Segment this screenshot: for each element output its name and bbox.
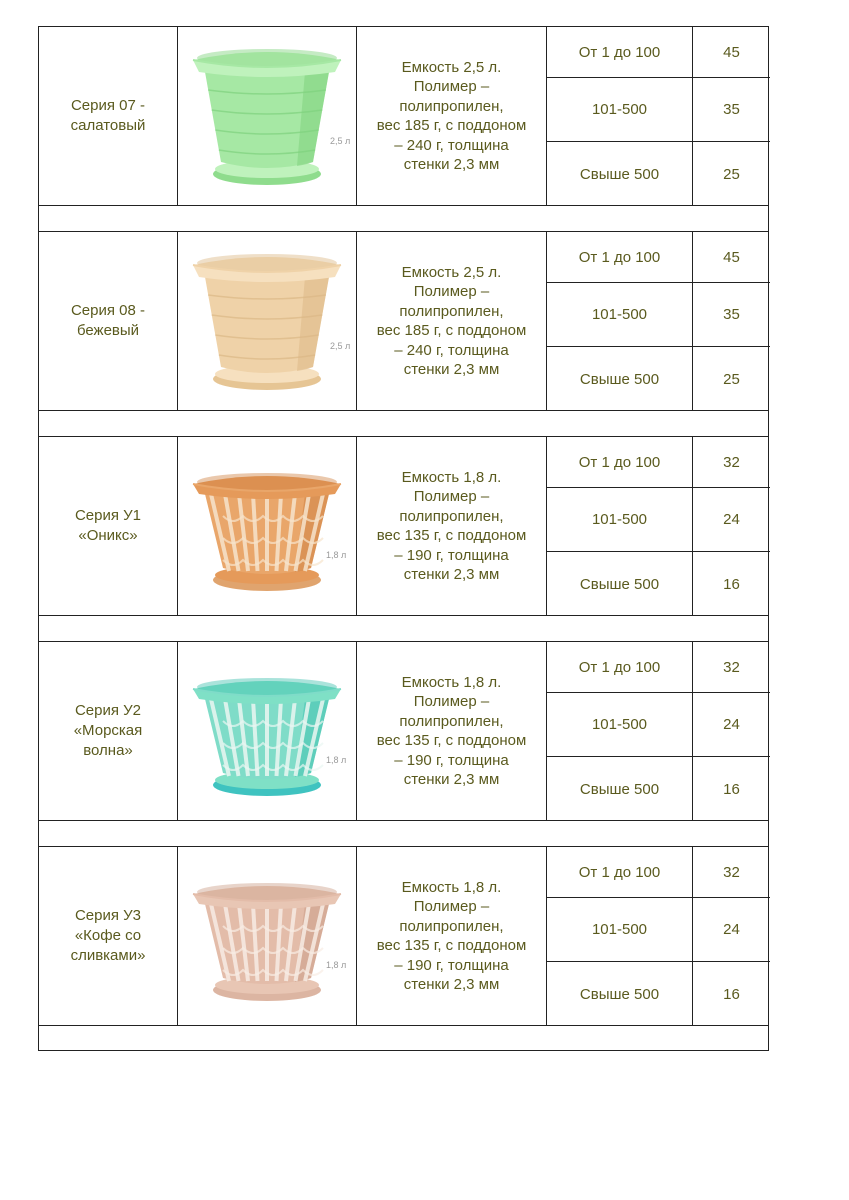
price-tier: [547, 898, 770, 962]
series-name: Серия У1 «Оникс»: [39, 437, 178, 615]
row-spacer: [38, 205, 769, 231]
product-row: [38, 26, 769, 205]
series-name: Серия 07 - салатовый: [39, 27, 178, 205]
row-spacer: [38, 1025, 769, 1051]
product-image-cell: [178, 437, 357, 615]
unit-price: 35: [723, 306, 740, 323]
quantity-range: Свыше 500: [547, 757, 693, 821]
unit-price: 16: [723, 780, 740, 798]
quantity-range: 101-500: [547, 283, 693, 346]
volume-label: 2,5 л: [330, 341, 351, 351]
unit-price: 25: [723, 165, 740, 183]
unit-price: 32: [723, 863, 740, 881]
volume-label: 1,8 л: [326, 550, 347, 560]
price-tiers: [547, 27, 770, 205]
series-name: Серия 08 - бежевый: [39, 232, 178, 410]
price-tiers: [547, 642, 770, 820]
quantity-range: Свыше 500: [547, 552, 693, 616]
unit-price: 45: [723, 43, 740, 61]
quantity-range: 101-500: [547, 488, 693, 551]
volume-label: 1,8 л: [326, 755, 347, 765]
unit-price: 25: [723, 370, 740, 388]
row-spacer: [38, 615, 769, 641]
price-tier: [547, 488, 770, 552]
row-spacer: [38, 820, 769, 846]
price-tier: [547, 232, 770, 283]
quantity-range: Свыше 500: [547, 347, 693, 411]
quantity-range: 101-500: [547, 78, 693, 141]
row-spacer: [38, 410, 769, 436]
product-row: [38, 846, 769, 1025]
price-table: [38, 26, 769, 1051]
unit-price: 45: [723, 248, 740, 266]
unit-price: 32: [723, 658, 740, 676]
price-tier: [547, 642, 770, 693]
unit-price: 16: [723, 575, 740, 593]
product-description: Емкость 2,5 л. Полимер – полипропилен, вес 185 г, с поддоном – 240 г, толщина стенки 2,3 мм: [357, 232, 547, 410]
quantity-range: От 1 до 100: [547, 27, 693, 77]
quantity-range: 101-500: [547, 693, 693, 756]
product-image-cell: [178, 642, 357, 820]
quantity-range: От 1 до 100: [547, 437, 693, 487]
flower-pot-image: [187, 36, 351, 196]
price-tier: [547, 693, 770, 757]
product-row: [38, 641, 769, 820]
price-tier: [547, 78, 770, 142]
quantity-range: От 1 до 100: [547, 847, 693, 897]
quantity-range: От 1 до 100: [547, 642, 693, 692]
product-image-cell: [178, 232, 357, 410]
price-tiers: [547, 232, 770, 410]
quantity-range: 101-500: [547, 898, 693, 961]
flower-pot-image: [187, 651, 347, 811]
volume-label: 2,5 л: [330, 136, 351, 146]
quantity-range: От 1 до 100: [547, 232, 693, 282]
product-row: [38, 231, 769, 410]
product-description: Емкость 1,8 л. Полимер – полипропилен, вес 135 г, с поддоном – 190 г, толщина стенки 2,3 мм: [357, 847, 547, 1025]
price-tier: [547, 142, 770, 206]
series-name: Серия У3 «Кофе со сливками»: [39, 847, 178, 1025]
price-tier: [547, 437, 770, 488]
series-name: Серия У2 «Морская волна»: [39, 642, 178, 820]
product-description: Емкость 1,8 л. Полимер – полипропилен, вес 135 г, с поддоном – 190 г, толщина стенки 2,3 мм: [357, 437, 547, 615]
unit-price: 24: [723, 716, 740, 733]
unit-price: 35: [723, 101, 740, 118]
unit-price: 16: [723, 985, 740, 1003]
flower-pot-image: [187, 446, 347, 606]
product-image-cell: [178, 27, 357, 205]
price-tiers: [547, 847, 770, 1025]
price-tier: [547, 27, 770, 78]
product-row: [38, 436, 769, 615]
volume-label: 1,8 л: [326, 960, 347, 970]
unit-price: 24: [723, 511, 740, 528]
product-description: Емкость 1,8 л. Полимер – полипропилен, вес 135 г, с поддоном – 190 г, толщина стенки 2,3 мм: [357, 642, 547, 820]
price-tier: [547, 552, 770, 616]
product-image-cell: [178, 847, 357, 1025]
flower-pot-image: [187, 856, 347, 1016]
price-tier: [547, 757, 770, 821]
quantity-range: Свыше 500: [547, 962, 693, 1026]
price-tier: [547, 347, 770, 411]
price-tier: [547, 283, 770, 347]
quantity-range: Свыше 500: [547, 142, 693, 206]
product-description: Емкость 2,5 л. Полимер – полипропилен, вес 185 г, с поддоном – 240 г, толщина стенки 2,3 мм: [357, 27, 547, 205]
price-tier: [547, 847, 770, 898]
price-tier: [547, 962, 770, 1026]
unit-price: 24: [723, 921, 740, 938]
flower-pot-image: [187, 241, 351, 401]
price-tiers: [547, 437, 770, 615]
unit-price: 32: [723, 453, 740, 471]
